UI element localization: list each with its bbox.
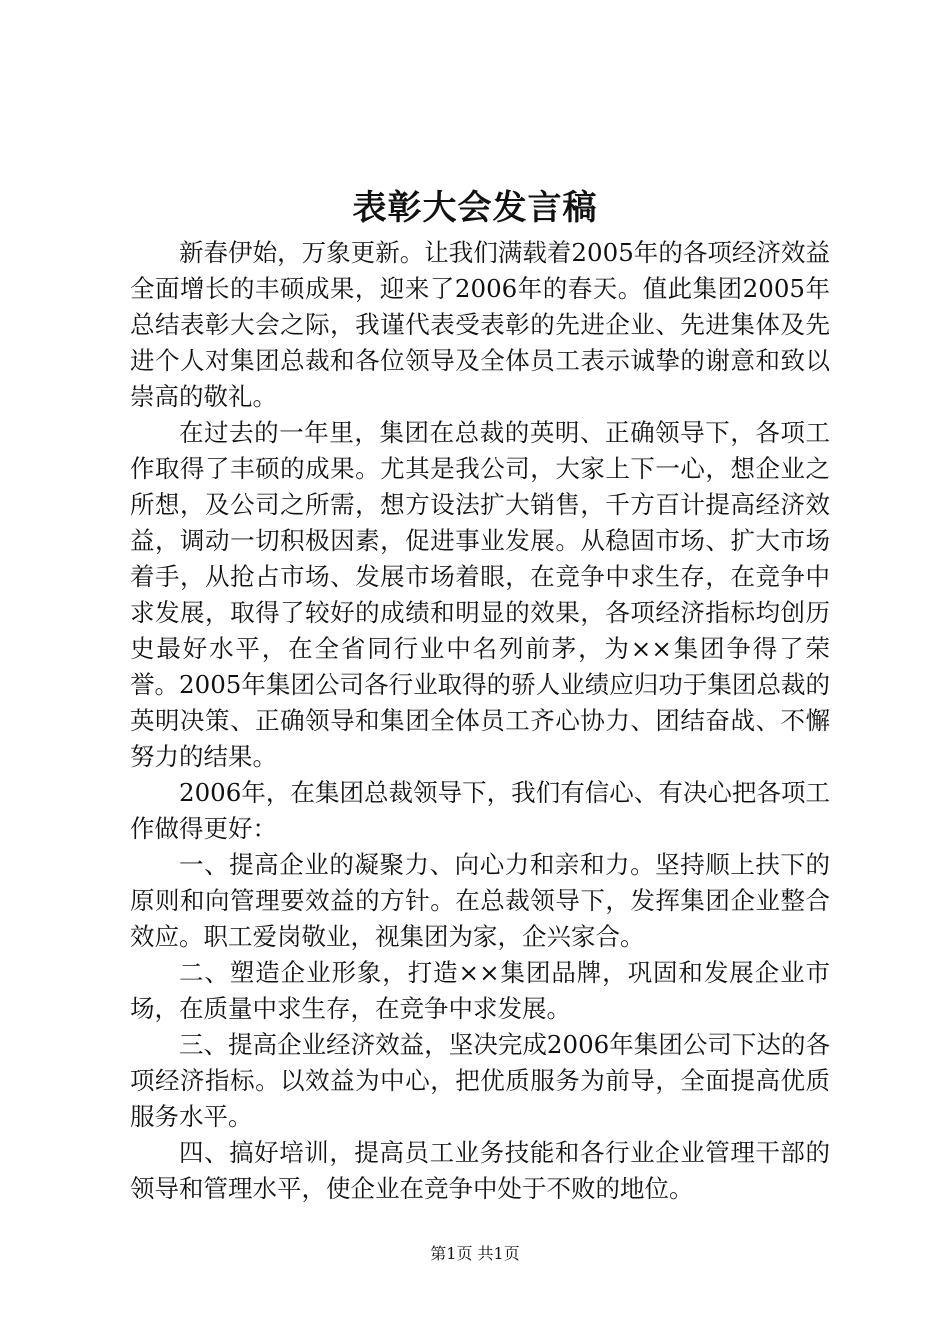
- document-body: [130, 235, 830, 1207]
- paragraph-point-3: 三、提高企业经济效益，坚决完成2006年集团公司下达的各项经济指标。以效益为中心，把优质服务为前导，全面提高优质服务水平。: [130, 1030, 830, 1131]
- paragraph-opening: 新春伊始，万象更新。让我们满载着2005年的各项经济效益全面增长的丰硕成果，迎来了2006年的春天。值此集团2005年总结表彰大会之际，我谨代表受表彰的先进企业、先进集体及先进个人对集团总裁和各位领导及全体员工表示诚挚的谢意和致以崇高的敬礼。: [130, 238, 830, 411]
- page-number-footer: 第1页 共1页: [430, 1244, 520, 1263]
- paragraph-point-2: 二、塑造企业形象，打造××集团品牌，巩固和发展企业市场，在质量中求生存，在竞争中求发展。: [130, 958, 830, 1023]
- paragraph-2006-intro: 2006年，在集团总裁领导下，我们有信心、有决心把各项工作做得更好：: [130, 778, 830, 843]
- document-title: 表彰大会发言稿: [352, 188, 598, 228]
- paragraph-point-4: 四、搞好培训，提高员工业务技能和各行业企业管理干部的领导和管理水平，使企业在竞争中处于不败的地位。: [130, 1138, 830, 1203]
- paragraph-past-year: 在过去的一年里，集团在总裁的英明、正确领导下，各项工作取得了丰硕的成果。尤其是我公司，大家上下一心，想企业之所想，及公司之所需，想方设法扩大销售，千方百计提高经济效益，调动一切积极因素，促进事业发展。从稳固市场、扩大市场着手，从抢占市场、发展市场着眼，在竞争中求生存，在竞争中求发展，取得了较好的成绩和明显的效果，各项经济指标均创历史最好水平，在全省同行业中名列前茅，为××集团争得了荣誉。2005年集团公司各行业取得的骄人业绩应归功于集团总裁的英明决策、正确领导和集团全体员工齐心协力、团结奋战、不懈努力的结果。: [130, 418, 830, 771]
- paragraph-point-1: 一、提高企业的凝聚力、向心力和亲和力。坚持顺上扶下的原则和向管理要效益的方针。在总裁领导下，发挥集团企业整合效应。职工爱岗敬业，视集团为家，企兴家合。: [130, 850, 830, 951]
